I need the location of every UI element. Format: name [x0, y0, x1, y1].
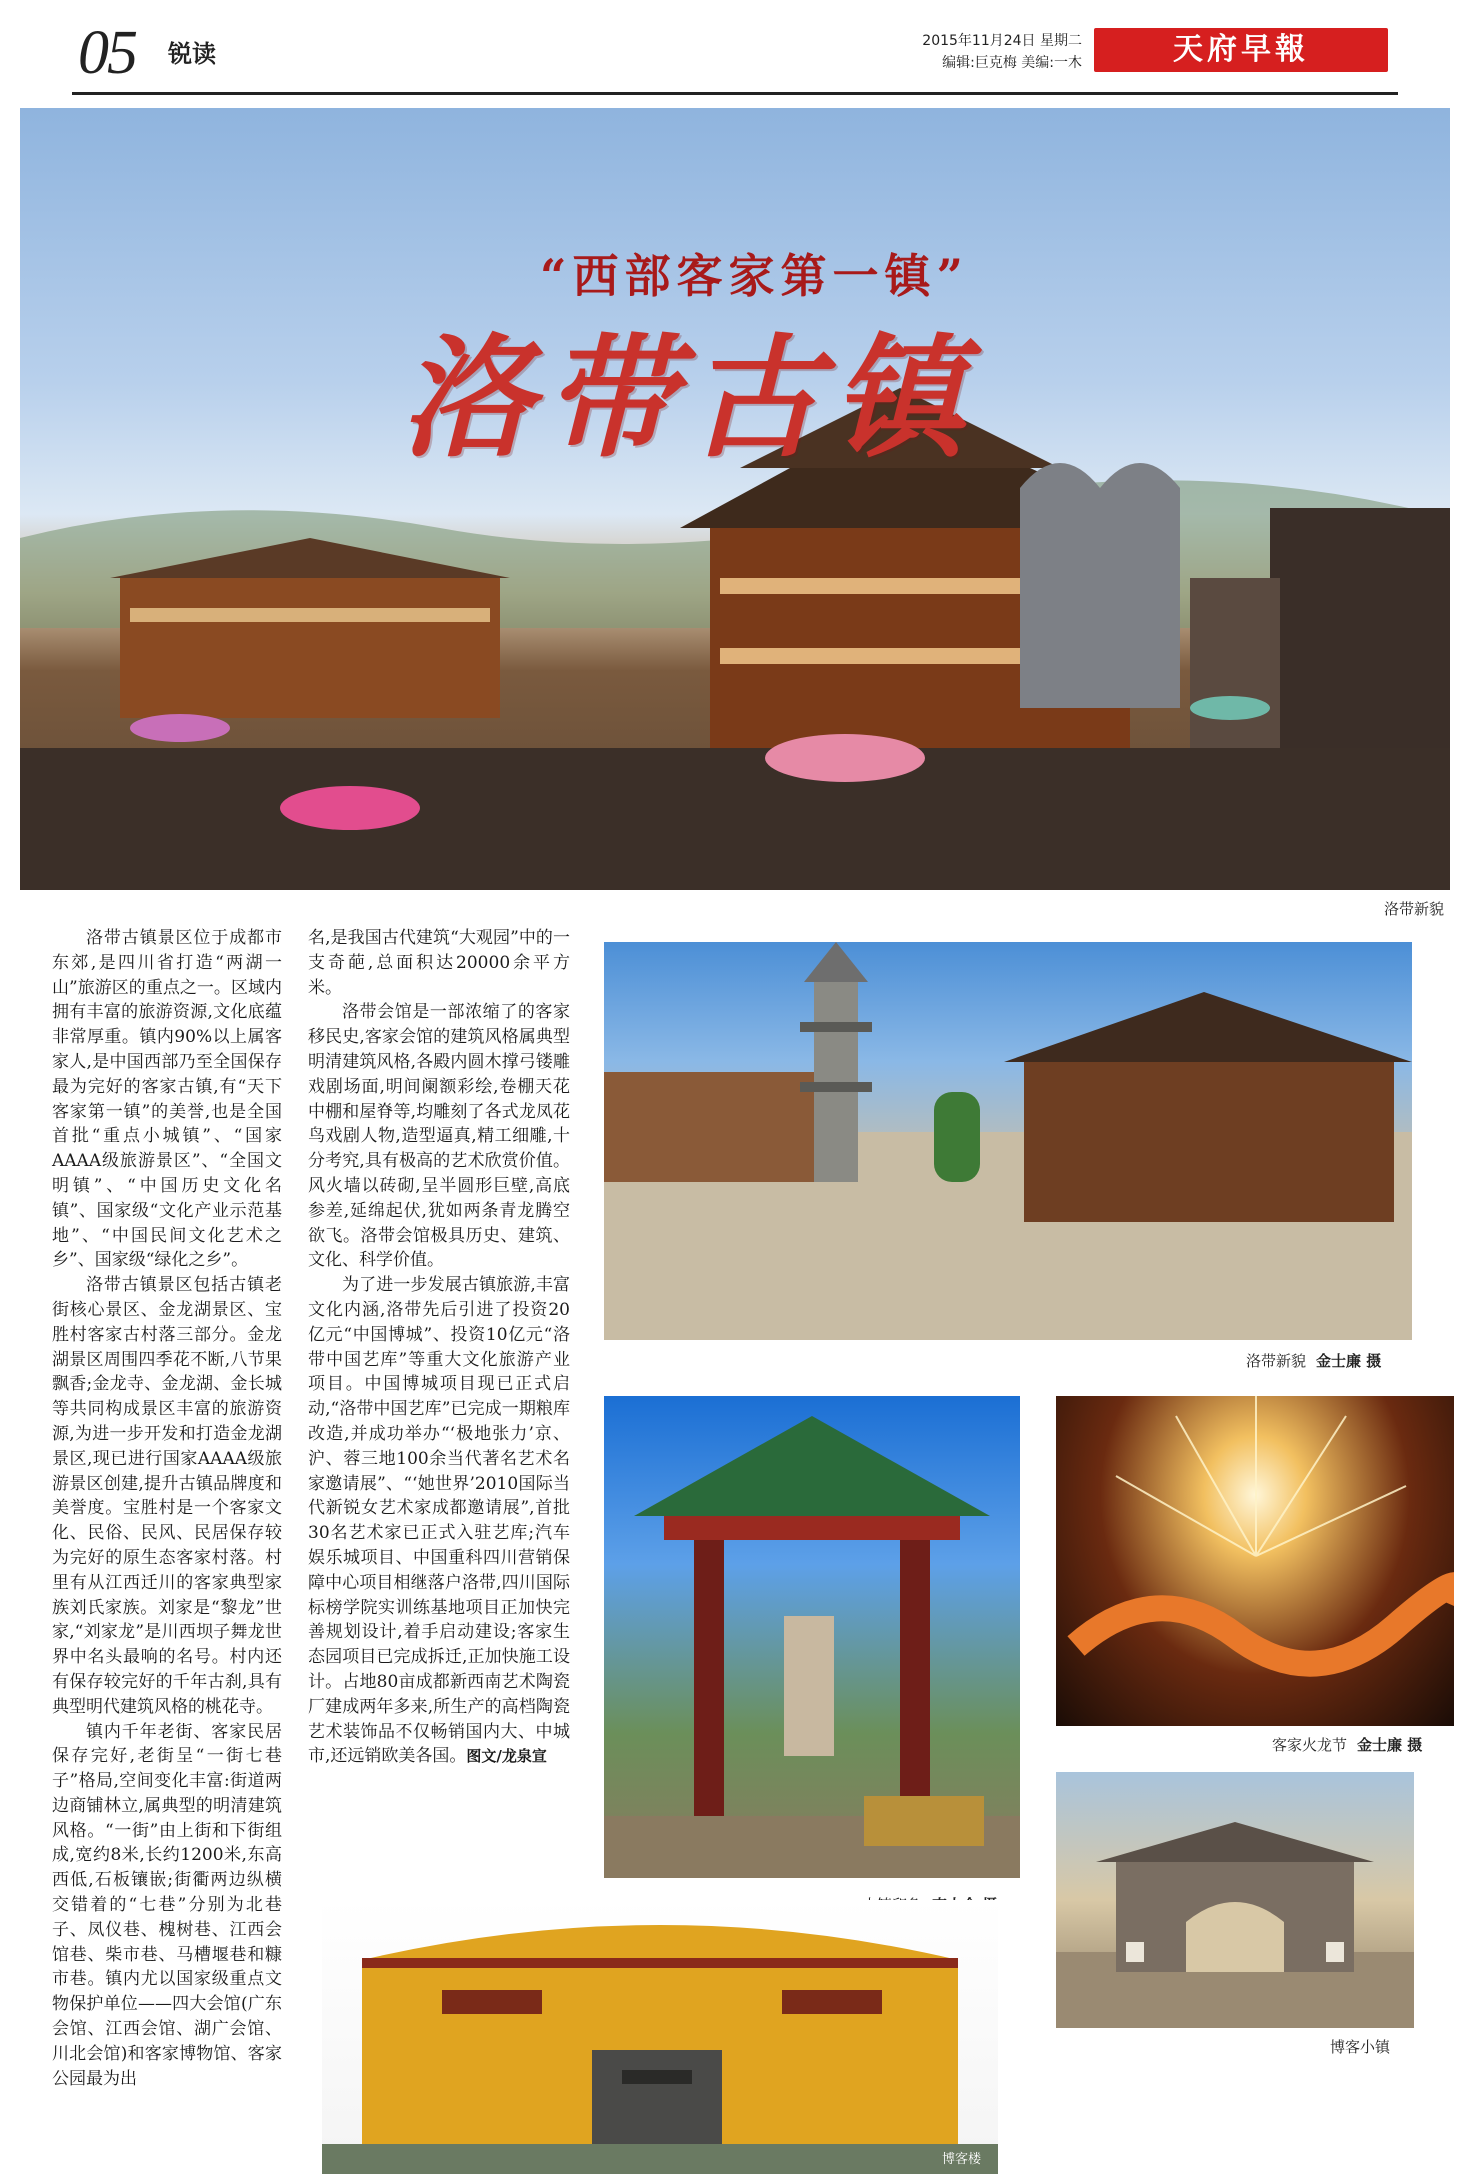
header-info: [922, 30, 1082, 74]
photo-round-building-illustration: [322, 1900, 998, 2174]
article-paragraph: 洛带古镇景区位于成都市东郊,是四川省打造“两湖一山”旅游区的重点之一。区域内拥有丰富的旅游资源,文化底蕴非常厚重。镇内90%以上属客家人,是中国西部乃至全国保存最为完好的客家古镇,有“天下客家第一镇”的美誉,也是全国首批“重点小城镇”、“国家AAAA级旅游景区”、“全国文明镇”、“中国历史文化名镇”、国家级“文化产业示范基地”、“中国民间文化艺术之乡”、国家级“绿化之乡”。: [52, 928, 282, 1271]
photo-blog-building: [322, 1900, 998, 2174]
photo-town-impression: [604, 1396, 1020, 1878]
article-paragraph: 名,是我国古代建筑“大观园”中的一支奇葩,总面积达20000余平方米。: [308, 928, 570, 998]
date-line: 2015年11月24日 星期二: [922, 33, 1082, 49]
article-paragraph: [308, 1273, 570, 1769]
photo-fireworks-illustration: [1056, 1396, 1454, 1726]
header-rule: [72, 92, 1398, 95]
article-paragraph: 镇内千年老街、客家民居保存完好,老街呈“一街七巷子”格局,空间变化丰富:街道两边商铺林立,属典型的明清建筑风格。“一街”由上街和下街组成,宽约8米,长约1200米,东高西低,石板镶嵌;街衢两边纵横交错着的“七巷”分别为北巷子、凤仪巷、槐树巷、江西会馆巷、柴市巷、马槽堰巷和糠市巷。镇内尤以国家级重点文物保护单位——四大会馆(广东会馆、江西会馆、湖广会馆、川北会馆)和客家博物馆、客家公园最为出: [52, 1721, 282, 2089]
page-header: [0, 0, 1470, 96]
article-paragraph: 洛带古镇景区包括古镇老街核心景区、金龙湖景区、宝胜村客家古村落三部分。金龙湖景区周围四季花不断,八节果飘香;金龙寺、金龙湖、金长城等共同构成景区丰富的旅游资源,为进一步开发和打造金龙湖景区,现已进行国家AAAA级旅游景区创建,提升古镇品牌度和美誉度。宝胜村是一个客家文化、民俗、民风、民居保存较为完好的原生态客家村落。村里有从江西迁川的客家典型家族刘氏家族。刘家是“黎龙”世家,“刘家龙”是川西坝子舞龙世界中名头最响的名号。村内还有保存较完好的千年古刹,具有典型明代建筑风格的桃花寺。: [52, 1275, 282, 1717]
photo-blog-town: [1056, 1772, 1414, 2028]
page-number: 05: [78, 19, 136, 87]
photo-caption: 客家火龙节 金士廉 摄: [1272, 1736, 1423, 1754]
hero-subtitle: “西部客家第一镇”: [540, 249, 969, 303]
photo-archway-illustration: [1056, 1772, 1414, 2028]
photo-sign-text: 博客楼: [942, 2152, 982, 2167]
photo-caption: 博客小镇: [1330, 2038, 1391, 2056]
article-paragraph-text: 为了进一步发展古镇旅游,丰富文化内涵,洛带先后引进了投资20亿元“中国博城”、投资10亿元“洛带中国艺库”等重大文化旅游产业项目。中国博城项目现已正式启动,“洛带中国艺库”已完成一期粮库改造,并成功举办“‘极地张力’京、沪、蓉三地100余当代著名艺术名家邀请展”、“‘她世界’2010国际当代新锐女艺术家成都邀请展”,首批30名艺术家已正式入驻艺库;汽车娱乐城项目、中国重科四川营销保障中心项目相继落户洛带,四川国际标榜学院实训练基地项目正加快完善规划设计,着手启动建设;客家生态园项目已完成拆迁,正加快施工设计。占地80亩成都新西南艺术陶瓷厂建成两年多来,所生产的高档陶瓷艺术装饰品不仅畅销国内大、中城市,还远销欧美各国。: [308, 1275, 570, 1767]
article-column-2: [308, 926, 570, 1769]
article-byline: 图文/龙泉宣: [466, 1747, 547, 1766]
hero-scene-illustration: [20, 108, 1450, 890]
hero-panorama: [20, 108, 1450, 890]
hero-credit: 洛带新貌: [1383, 900, 1444, 918]
section-name: 锐读: [168, 40, 216, 68]
article-paragraph: 洛带会馆是一部浓缩了的客家移民史,客家会馆的建筑风格属典型明清建筑风格,各殿内圆木撑弓镂雕戏剧场面,明间阑额彩绘,卷棚天花中棚和屋脊等,均雕刻了各式龙凤花鸟戏剧人物,造型逼真,精工细雕,十分考究,具有极高的艺术欣赏价值。风火墙以砖砌,呈半圆形巨壁,高底参差,延绵起伏,犹如两条青龙腾空欲飞。洛带会馆极具历史、建筑、文化、科学价值。: [308, 1002, 570, 1271]
hero-title: 洛带古镇: [400, 321, 976, 476]
photo-caption: 洛带新貌 金士廉 摄: [1246, 1352, 1382, 1370]
masthead-logo: 天府早報: [1094, 28, 1388, 72]
photo-fire-dragon-festival: [1056, 1396, 1454, 1726]
article-column-1: [52, 926, 282, 2091]
photo-luodai-new-look: [604, 942, 1412, 1340]
editors-line: 编辑:巨克梅 美编:一木: [942, 55, 1082, 71]
photo-pagoda-square-illustration: [604, 942, 1412, 1340]
photo-gate-illustration: [604, 1396, 1020, 1878]
